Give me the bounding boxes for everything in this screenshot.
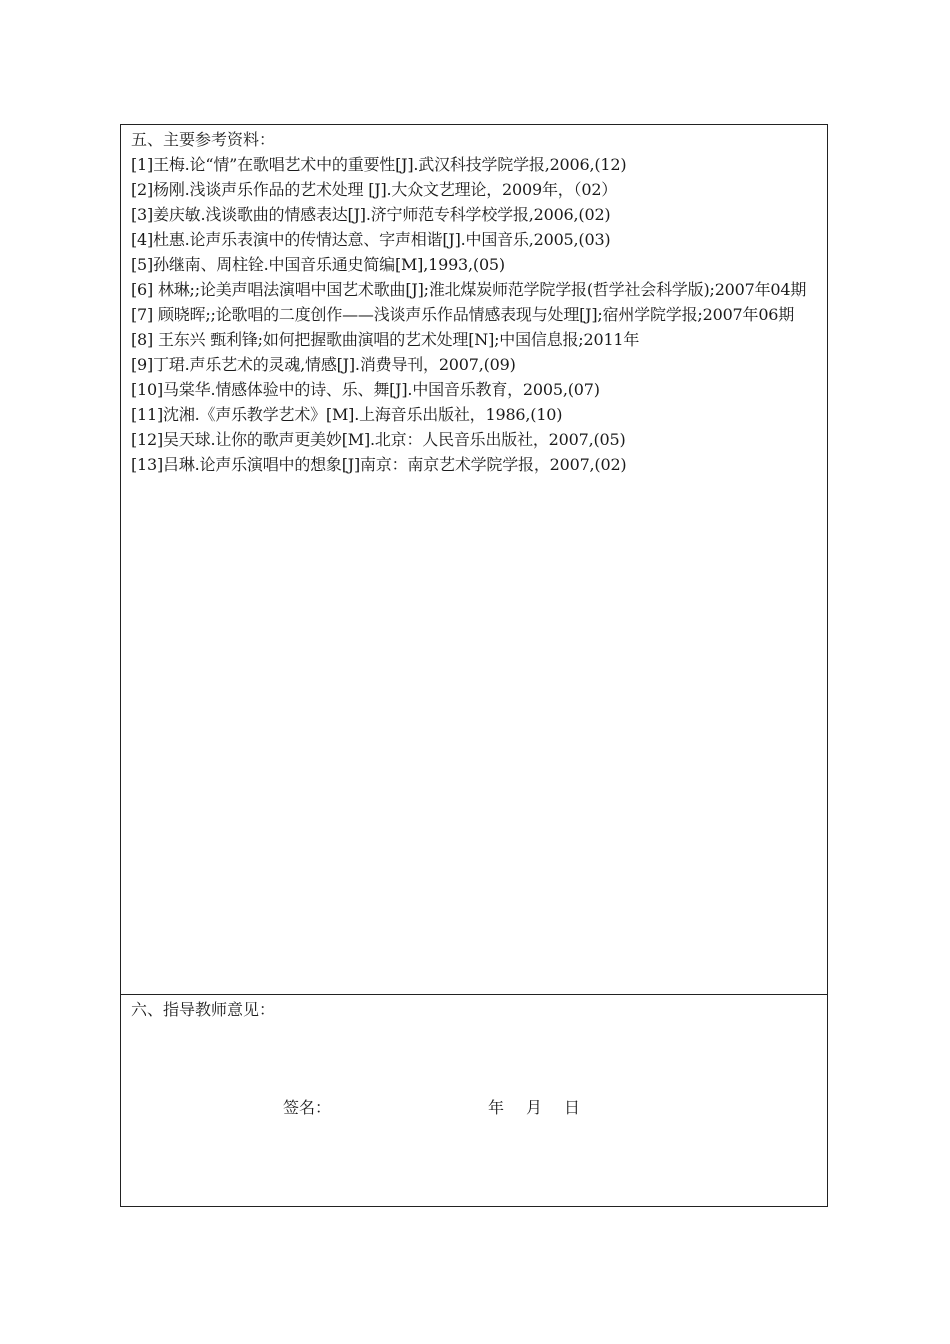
reference-item: [9]丁珺.声乐艺术的灵魂,情感[J].消费导刊，2007,(09)	[131, 355, 516, 374]
form-table	[120, 124, 828, 1207]
reference-item: [3]姜庆敏.浅谈歌曲的情感表达[J].济宁师范专科学校学报,2006,(02)	[131, 205, 611, 224]
day-label: 日	[564, 1098, 581, 1117]
reference-item: [5]孙继南、周柱铨.中国音乐通史简编[M],1993,(05)	[131, 255, 505, 274]
reference-item: [11]沈湘.《声乐教学艺术》[M].上海音乐出版社，1986,(10)	[131, 405, 563, 424]
references-heading: 五、主要参考资料：	[131, 130, 276, 149]
reference-item: [6] 林琳;;论美声唱法演唱中国艺术歌曲[J];淮北煤炭师范学院学报(哲学社会科学版);2007年04期	[131, 280, 807, 299]
month-label: 月	[526, 1098, 543, 1117]
reference-item: [7] 顾晓晖;;论歌唱的二度创作——浅谈声乐作品情感表现与处理[J];宿州学院学报;2007年06期	[131, 305, 795, 324]
reference-item: [10]马棠华.情感体验中的诗、乐、舞[J].中国音乐教育，2005,(07)	[131, 380, 600, 399]
advisor-opinion-heading: 六、指导教师意见：	[131, 1000, 276, 1019]
year-label: 年	[488, 1098, 505, 1117]
advisor-opinion-section	[121, 995, 827, 1206]
reference-item: [1]王梅.论“情”在歌唱艺术中的重要性[J].武汉科技学院学报,2006,(12)	[131, 155, 627, 174]
reference-item: [13]吕琳.论声乐演唱中的想象[J]南京：南京艺术学院学报，2007,(02)	[131, 455, 627, 474]
reference-item: [2]杨刚.浅谈声乐作品的艺术处理 [J].大众文艺理论，2009年，（02）	[131, 180, 618, 199]
signature-label: 签名：	[283, 1098, 332, 1117]
references-section	[121, 125, 827, 995]
reference-item: [4]杜惠.论声乐表演中的传情达意、字声相谐[J].中国音乐,2005,(03)	[131, 230, 611, 249]
signature-row	[283, 1095, 580, 1120]
reference-item: [12]吴天球.让你的歌声更美妙[M].北京：人民音乐出版社，2007,(05)	[131, 430, 626, 449]
reference-item: [8] 王东兴 甄利锋;如何把握歌曲演唱的艺术处理[N];中国信息报;2011年	[131, 330, 640, 349]
